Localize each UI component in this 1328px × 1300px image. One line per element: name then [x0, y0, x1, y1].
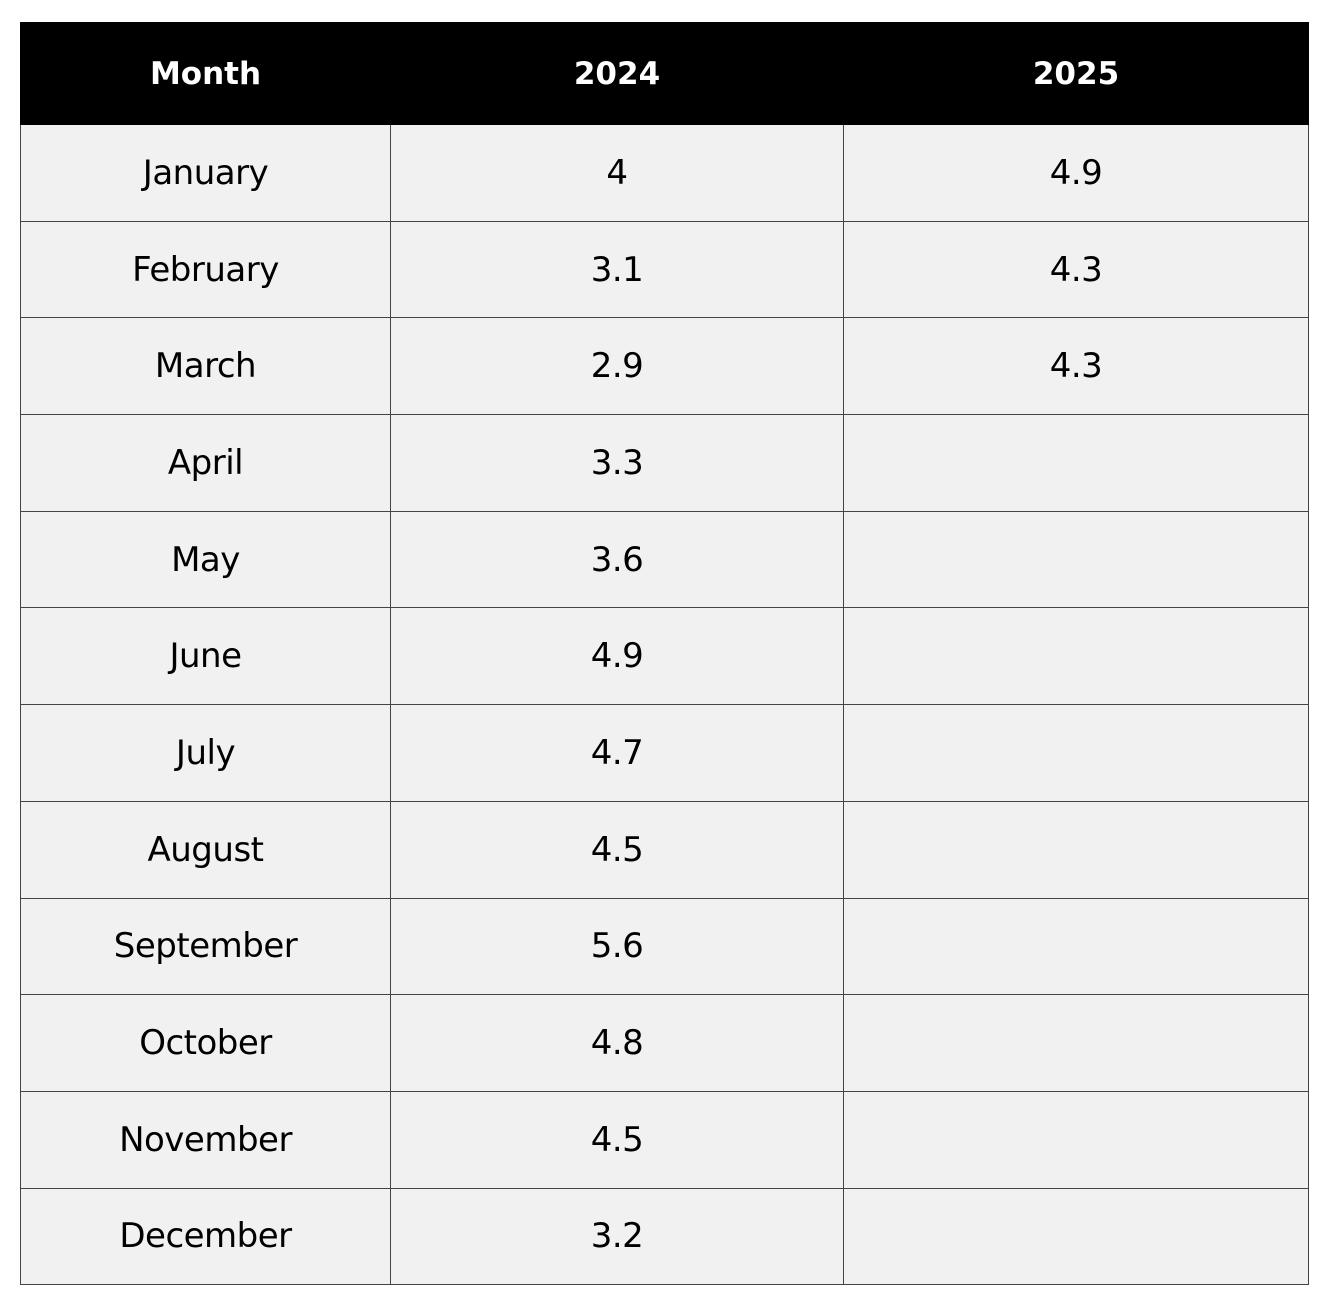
value-2025-cell	[844, 608, 1309, 705]
month-cell: March	[21, 318, 391, 415]
header-year-2025: 2025	[844, 23, 1309, 125]
value-2024-cell: 4.8	[391, 995, 844, 1092]
value-2025-cell	[844, 801, 1309, 898]
monthly-data-table	[20, 22, 1309, 1285]
table-row	[21, 415, 1309, 512]
table-row	[21, 318, 1309, 415]
table-row	[21, 125, 1309, 222]
value-2024-cell: 3.1	[391, 221, 844, 318]
table-row	[21, 608, 1309, 705]
month-cell: August	[21, 801, 391, 898]
header-month: Month	[21, 23, 391, 125]
month-cell: June	[21, 608, 391, 705]
value-2024-cell: 4.5	[391, 1091, 844, 1188]
value-2024-cell: 4.5	[391, 801, 844, 898]
value-2024-cell: 4.9	[391, 608, 844, 705]
value-2025-cell	[844, 898, 1309, 995]
month-cell: October	[21, 995, 391, 1092]
table-row	[21, 705, 1309, 802]
value-2025-cell: 4.3	[844, 221, 1309, 318]
value-2024-cell: 3.2	[391, 1188, 844, 1285]
month-cell: February	[21, 221, 391, 318]
value-2024-cell: 3.3	[391, 415, 844, 512]
value-2024-cell: 4	[391, 125, 844, 222]
month-cell: May	[21, 511, 391, 608]
table-body	[21, 125, 1309, 1285]
table-row	[21, 1188, 1309, 1285]
table-header	[21, 23, 1309, 125]
header-row	[21, 23, 1309, 125]
value-2024-cell: 4.7	[391, 705, 844, 802]
month-cell: December	[21, 1188, 391, 1285]
value-2025-cell: 4.9	[844, 125, 1309, 222]
value-2025-cell	[844, 415, 1309, 512]
table-row	[21, 1091, 1309, 1188]
month-cell: September	[21, 898, 391, 995]
data-table-container	[20, 22, 1308, 1284]
month-cell: November	[21, 1091, 391, 1188]
value-2025-cell	[844, 705, 1309, 802]
value-2025-cell	[844, 1091, 1309, 1188]
header-year-2024: 2024	[391, 23, 844, 125]
month-cell: April	[21, 415, 391, 512]
value-2024-cell: 3.6	[391, 511, 844, 608]
month-cell: July	[21, 705, 391, 802]
value-2025-cell	[844, 1188, 1309, 1285]
table-row	[21, 995, 1309, 1092]
value-2024-cell: 5.6	[391, 898, 844, 995]
value-2025-cell	[844, 995, 1309, 1092]
table-row	[21, 801, 1309, 898]
value-2025-cell	[844, 511, 1309, 608]
table-row	[21, 221, 1309, 318]
month-cell: January	[21, 125, 391, 222]
value-2024-cell: 2.9	[391, 318, 844, 415]
value-2025-cell: 4.3	[844, 318, 1309, 415]
table-row	[21, 898, 1309, 995]
table-row	[21, 511, 1309, 608]
